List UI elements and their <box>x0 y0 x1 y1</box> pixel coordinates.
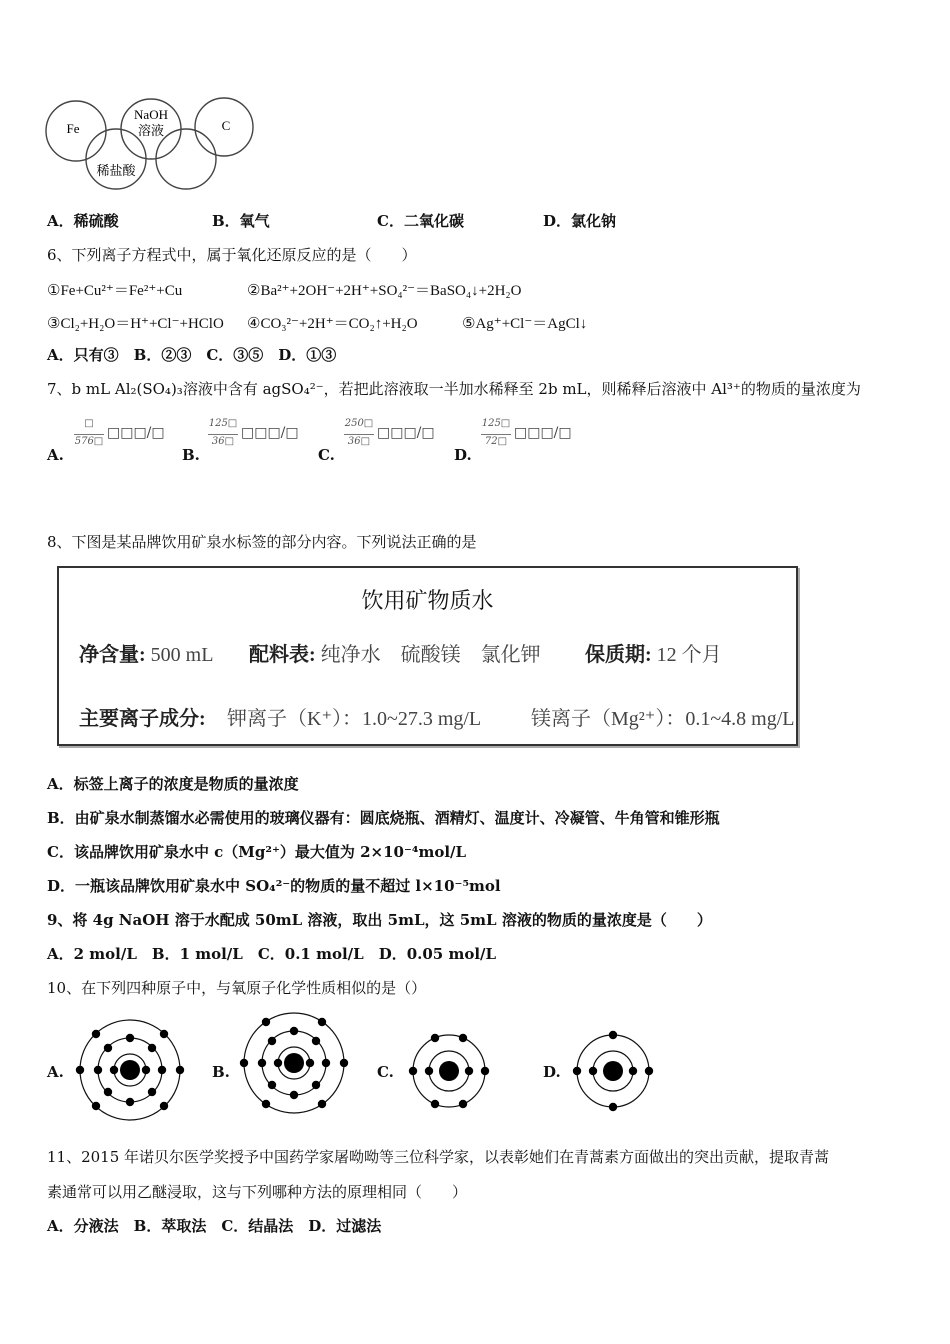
q5-option-c: C．二氧化碳 <box>377 212 464 230</box>
q7-a-numerator: □ <box>84 418 94 429</box>
q8-option-c: C．该品牌饮用矿泉水中 c（Mg²⁺）最大值为 2×10⁻⁴mol/L <box>47 843 467 861</box>
q8-option-d: D．一瓶该品牌饮用矿泉水中 SO₄²⁻的物质的量不超过 l×10⁻⁵mol <box>47 877 501 895</box>
q6-eq1: ①Fe+Cu²⁺＝Fe²⁺+Cu <box>47 283 183 299</box>
venn-c-label: C <box>221 118 231 133</box>
q5-option-d: D．氯化钠 <box>543 212 617 230</box>
q9-options: A．2 mol/L B．1 mol/L C．0.1 mol/L D．0.05 mol/L <box>47 945 497 963</box>
q7-d-denominator: 72□ <box>484 436 508 447</box>
venn-hcl-label: 稀盐酸 <box>96 164 136 179</box>
q6-eq2: ②Ba²⁺+2OH⁻+2H⁺+SO₄²⁻＝BaSO₄↓+2H₂O <box>247 283 522 299</box>
label-title: 饮用矿物质水 <box>361 588 494 613</box>
venn-naoh-label-2: 溶液 <box>137 124 165 139</box>
q7-c-denominator: 36□ <box>347 436 371 447</box>
q7-d-fraction-bar <box>481 434 511 435</box>
q7-b-denominator: 36□ <box>211 436 235 447</box>
q9-stem: 9、将 4g NaOH 溶于水配成 50mL 溶液，取出 5mL，这 5mL 溶液的物质的量浓度是（ ） <box>47 911 712 929</box>
q6-eq4: ④CO₃²⁻+2H⁺＝CO₂↑+H₂O <box>247 316 418 332</box>
q7-b-numerator: 125□ <box>208 418 238 429</box>
q7-d-unit: □□□/□ <box>514 425 572 441</box>
circle-unknown <box>156 129 216 189</box>
label-ions-key: 主要离子成分: <box>79 708 206 730</box>
atom-diagram-d <box>568 1026 658 1116</box>
label-shelf-key: 保质期: <box>585 644 652 666</box>
q7-b-fraction-bar <box>208 434 238 435</box>
q7-label-a: A. <box>47 446 64 464</box>
q10-label-b: B. <box>212 1063 230 1081</box>
q10-label-c: C. <box>377 1063 394 1081</box>
atom-diagram-b <box>236 1005 352 1121</box>
label-shelf-value: 12 个月 <box>656 644 722 666</box>
q7-a-fraction-bar <box>74 434 104 435</box>
venn-naoh-label: NaOH <box>134 107 168 122</box>
q7-b-unit: □□□/□ <box>241 425 299 441</box>
q6-options: A．只有③ B．②③ C．③⑤ D．①③ <box>47 346 337 364</box>
atom-diagram-a <box>72 1012 188 1128</box>
label-ingredients-key: 配料表: <box>249 644 316 666</box>
label-net-value: 500 mL <box>150 644 214 666</box>
q7-a-denominator: 576□ <box>74 436 104 447</box>
q7-label-d: D. <box>454 446 472 464</box>
label-potassium-value: 钾离子（K⁺）：1.0~27.3 mg/L <box>227 708 482 730</box>
q7-label-b: B. <box>182 446 200 464</box>
q5-option-b: B．氧气 <box>212 212 270 230</box>
label-ingredients-value: 纯净水 硫酸镁 氯化钾 <box>320 644 541 666</box>
q6-eq5: ⑤Ag⁺+Cl⁻＝AgCl↓ <box>462 316 588 332</box>
q7-label-c: C. <box>318 446 335 464</box>
q7-a-unit: □□□/□ <box>107 425 165 441</box>
q10-label-d: D. <box>543 1063 561 1081</box>
q7-c-unit: □□□/□ <box>377 425 435 441</box>
q8-option-b: B．由矿泉水制蒸馏水必需使用的玻璃仪器有：圆底烧瓶、酒精灯、温度计、冷凝管、牛角管和锥形瓶 <box>47 809 720 827</box>
atom-diagram-c <box>404 1026 494 1116</box>
q8-stem: 8、下图是某品牌饮用矿泉水标签的部分内容。下列说法正确的是 <box>47 533 477 551</box>
label-net-key: 净含量: <box>79 644 146 666</box>
label-magnesium-value: 镁离子（Mg²⁺）：0.1~4.8 mg/L <box>531 708 795 730</box>
q7-c-numerator: 250□ <box>344 418 374 429</box>
q7-stem: 7、b mL Al₂(SO₄)₃溶液中含有 agSO₄²⁻，若把此溶液取一半加水稀释至 2b mL，则稀释后溶液中 Al³⁺的物质的量浓度为 <box>47 380 861 398</box>
q10-label-a: A. <box>47 1063 64 1081</box>
q7-c-fraction-bar <box>344 434 374 435</box>
q11-stem-line1: 11、2015 年诺贝尔医学奖授予中国药学家屠呦呦等三位科学家，以表彰她们在青蒿素方面做出的突出贡献，提取青蒿 <box>47 1148 830 1166</box>
mineral-water-label <box>57 566 798 746</box>
q8-option-a: A．标签上离子的浓度是物质的量浓度 <box>47 775 299 793</box>
venn-fe-label: Fe <box>66 121 80 136</box>
q11-options: A．分液法 B．萃取法 C．结晶法 D．过滤法 <box>47 1217 382 1235</box>
q6-stem: 6、下列离子方程式中，属于氧化还原反应的是（ ） <box>47 246 417 264</box>
q5-option-a: A．稀硫酸 <box>47 212 119 230</box>
venn-diagram <box>40 95 260 195</box>
q10-stem: 10、在下列四种原子中，与氧原子化学性质相似的是（） <box>47 979 427 997</box>
q6-eq3: ③Cl₂+H₂O＝H⁺+Cl⁻+HClO <box>47 316 224 332</box>
q11-stem-line2: 素通常可以用乙醚浸取，这与下列哪种方法的原理相同（ ） <box>47 1183 468 1201</box>
q7-d-numerator: 125□ <box>481 418 511 429</box>
